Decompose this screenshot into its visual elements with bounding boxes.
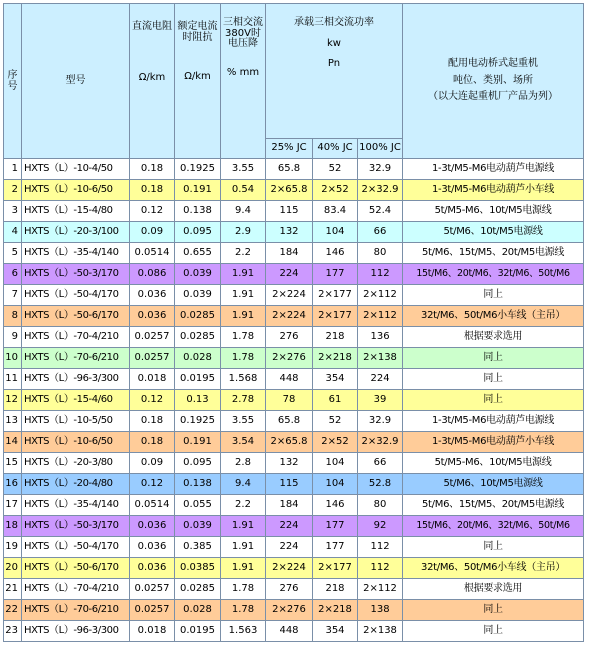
cell-use: 同上 [403,621,584,642]
cell-model: HXTS（L）-70-6/210 [22,348,130,369]
table-row [4,201,584,222]
cell-power-25jc: 132 [266,222,313,243]
cell-rated-impedance: 0.1925 [175,159,221,180]
cell-rated-impedance: 0.138 [175,201,221,222]
table-row [4,537,584,558]
cell-power-40jc: 2×177 [313,306,358,327]
cell-power-40jc: 218 [313,579,358,600]
cell-rated-impedance: 0.655 [175,243,221,264]
cell-use: 根据要求选用 [403,579,584,600]
cell-model: HXTS（L）-20-3/80 [22,453,130,474]
cell-power-25jc: 2×276 [266,600,313,621]
cell-power-40jc: 218 [313,327,358,348]
cell-seq: 21 [4,579,22,600]
table-row [4,348,584,369]
cell-voltage-drop: 2.2 [221,243,266,264]
cell-power-100jc: 92 [358,516,403,537]
cell-use: 1-3t/M5-M6电动葫芦电源线 [403,411,584,432]
cell-power-25jc: 276 [266,327,313,348]
cell-rated-impedance: 0.0385 [175,558,221,579]
cell-power-25jc: 184 [266,495,313,516]
cell-voltage-drop: 1.91 [221,537,266,558]
cell-power-100jc: 39 [358,390,403,411]
cell-power-40jc: 52 [313,411,358,432]
cell-model: HXTS（L）-15-4/80 [22,201,130,222]
cell-power-25jc: 2×65.8 [266,180,313,201]
cell-power-40jc: 2×52 [313,180,358,201]
cell-voltage-drop: 1.78 [221,327,266,348]
cell-power-40jc: 2×218 [313,600,358,621]
cell-power-40jc: 177 [313,516,358,537]
cell-seq: 2 [4,180,22,201]
table-body [4,159,584,642]
cell-voltage-drop: 2.2 [221,495,266,516]
header-seq: 序号 [4,4,22,159]
cell-use: 1-3t/M5-M6电动葫芦小车线 [403,180,584,201]
header-dc-resistance [130,4,175,159]
header-use [403,4,584,159]
cell-voltage-drop: 2.8 [221,453,266,474]
cell-voltage-drop: 3.55 [221,159,266,180]
table-row [4,369,584,390]
cell-power-100jc: 80 [358,243,403,264]
cell-dc-resistance: 0.036 [130,537,175,558]
cell-voltage-drop: 1.78 [221,579,266,600]
cell-power-40jc: 2×177 [313,285,358,306]
cell-power-100jc: 112 [358,537,403,558]
cell-model: HXTS（L）-15-4/60 [22,390,130,411]
cell-model: HXTS（L）-50-3/170 [22,516,130,537]
header-unit-ohm-km: Ω/km [138,71,166,83]
cell-dc-resistance: 0.18 [130,180,175,201]
cell-rated-impedance: 0.13 [175,390,221,411]
cell-power-40jc: 177 [313,537,358,558]
table-row [4,600,584,621]
table-row [4,495,584,516]
cell-voltage-drop: 3.55 [221,411,266,432]
cell-seq: 9 [4,327,22,348]
cell-power-100jc: 2×32.9 [358,180,403,201]
cell-rated-impedance: 0.385 [175,537,221,558]
table-row [4,453,584,474]
cell-use: 同上 [403,285,584,306]
cell-power-100jc: 52.8 [358,474,403,495]
table-row [4,222,584,243]
cell-seq: 14 [4,432,22,453]
cell-power-25jc: 115 [266,474,313,495]
header-voltage-drop-label: 三相交流380V时电压降 [223,17,263,49]
table-row [4,579,584,600]
cell-voltage-drop: 1.568 [221,369,266,390]
cell-power-25jc: 276 [266,579,313,600]
table-row [4,180,584,201]
cell-dc-resistance: 0.0257 [130,327,175,348]
cell-use: 5t/M6、15t/M5、20t/M5电源线 [403,495,584,516]
header-model: 型号 [22,4,130,159]
cell-use: 1-3t/M5-M6电动葫芦电源线 [403,159,584,180]
header-power-title: 承载三相交流功率 [294,17,375,28]
cell-use: 5t/M5-M6、10t/M5电源线 [403,201,584,222]
header-dc-resistance-label: 直流电阻 [132,21,172,32]
cell-dc-resistance: 0.12 [130,390,175,411]
cell-power-25jc: 224 [266,537,313,558]
cell-dc-resistance: 0.036 [130,516,175,537]
table-row [4,621,584,642]
cell-model: HXTS（L）-70-4/210 [22,327,130,348]
table-row [4,243,584,264]
header-use-note: （以大连起重机厂产品为列） [428,91,559,103]
cell-model: HXTS（L）-96-3/300 [22,369,130,390]
header-jc100: 100% JC [358,139,403,159]
cell-power-40jc: 61 [313,390,358,411]
cell-rated-impedance: 0.138 [175,474,221,495]
cell-rated-impedance: 0.191 [175,180,221,201]
cell-power-25jc: 184 [266,243,313,264]
cell-rated-impedance: 0.0285 [175,327,221,348]
cell-use: 5t/M6、10t/M5电源线 [403,474,584,495]
header-rated-impedance [175,4,221,159]
spec-table [3,3,584,642]
header-jc40: 40% JC [313,139,358,159]
cell-power-100jc: 32.9 [358,159,403,180]
cell-power-40jc: 146 [313,243,358,264]
cell-power-100jc: 2×112 [358,579,403,600]
cell-power-40jc: 83.4 [313,201,358,222]
cell-power-25jc: 224 [266,264,313,285]
cell-seq: 10 [4,348,22,369]
cell-use: 32t/M6、50t/M6小车线（主吊） [403,306,584,327]
cell-power-100jc: 52.4 [358,201,403,222]
spec-table-container [3,3,584,642]
cell-model: HXTS（L）-35-4/140 [22,495,130,516]
cell-power-40jc: 52 [313,159,358,180]
cell-seq: 12 [4,390,22,411]
cell-power-100jc: 2×138 [358,348,403,369]
cell-dc-resistance: 0.018 [130,369,175,390]
cell-power-40jc: 2×52 [313,432,358,453]
cell-rated-impedance: 0.028 [175,348,221,369]
header-use-sub: 吨位、类别、场所 [453,74,534,86]
cell-power-100jc: 136 [358,327,403,348]
cell-model: HXTS（L）-70-6/210 [22,600,130,621]
cell-model: HXTS（L）-10-6/50 [22,180,130,201]
cell-voltage-drop: 1.78 [221,348,266,369]
cell-voltage-drop: 1.91 [221,285,266,306]
cell-power-25jc: 65.8 [266,411,313,432]
cell-rated-impedance: 0.0195 [175,621,221,642]
cell-dc-resistance: 0.0257 [130,579,175,600]
cell-seq: 19 [4,537,22,558]
cell-rated-impedance: 0.039 [175,264,221,285]
cell-rated-impedance: 0.028 [175,600,221,621]
cell-rated-impedance: 0.039 [175,516,221,537]
cell-power-100jc: 138 [358,600,403,621]
cell-power-40jc: 104 [313,222,358,243]
cell-seq: 11 [4,369,22,390]
cell-rated-impedance: 0.055 [175,495,221,516]
cell-dc-resistance: 0.18 [130,432,175,453]
header-use-title: 配用电动桥式起重机 [448,58,539,70]
cell-dc-resistance: 0.09 [130,453,175,474]
cell-power-100jc: 66 [358,453,403,474]
cell-power-25jc: 448 [266,621,313,642]
cell-dc-resistance: 0.0257 [130,348,175,369]
cell-model: HXTS（L）-10-5/50 [22,411,130,432]
cell-dc-resistance: 0.18 [130,159,175,180]
cell-seq: 5 [4,243,22,264]
cell-voltage-drop: 1.91 [221,558,266,579]
cell-dc-resistance: 0.036 [130,558,175,579]
table-row [4,558,584,579]
cell-power-25jc: 448 [266,369,313,390]
table-row [4,285,584,306]
cell-power-40jc: 104 [313,453,358,474]
cell-voltage-drop: 9.4 [221,474,266,495]
cell-rated-impedance: 0.039 [175,285,221,306]
cell-model: HXTS（L）-50-3/170 [22,264,130,285]
cell-rated-impedance: 0.0285 [175,306,221,327]
header-jc25: 25% JC [266,139,313,159]
cell-voltage-drop: 2.78 [221,390,266,411]
cell-rated-impedance: 0.1925 [175,411,221,432]
cell-model: HXTS（L）-10-6/50 [22,432,130,453]
cell-model: HXTS（L）-50-6/170 [22,306,130,327]
cell-voltage-drop: 0.54 [221,180,266,201]
header-rated-impedance-label: 额定电流时阻抗 [177,21,218,43]
table-row [4,306,584,327]
cell-power-100jc: 112 [358,264,403,285]
cell-use: 同上 [403,369,584,390]
cell-dc-resistance: 0.12 [130,201,175,222]
cell-seq: 15 [4,453,22,474]
cell-power-25jc: 65.8 [266,159,313,180]
cell-model: HXTS（L）-50-6/170 [22,558,130,579]
cell-power-40jc: 177 [313,264,358,285]
cell-seq: 16 [4,474,22,495]
table-row [4,327,584,348]
cell-model: HXTS（L）-50-4/170 [22,285,130,306]
cell-use: 5t/M6、15t/M5、20t/M5电源线 [403,243,584,264]
table-row [4,390,584,411]
cell-rated-impedance: 0.095 [175,453,221,474]
cell-seq: 23 [4,621,22,642]
header-voltage-drop [221,4,266,159]
cell-dc-resistance: 0.0257 [130,600,175,621]
cell-power-100jc: 2×112 [358,285,403,306]
cell-power-25jc: 2×224 [266,558,313,579]
cell-use: 同上 [403,348,584,369]
cell-dc-resistance: 0.036 [130,285,175,306]
cell-power-25jc: 115 [266,201,313,222]
header-power [266,4,403,139]
cell-seq: 8 [4,306,22,327]
header-unit-pct-mm: % mm [226,66,260,78]
cell-power-100jc: 80 [358,495,403,516]
cell-seq: 6 [4,264,22,285]
cell-voltage-drop: 1.91 [221,264,266,285]
table-row [4,411,584,432]
cell-power-40jc: 146 [313,495,358,516]
table-row [4,474,584,495]
cell-power-100jc: 224 [358,369,403,390]
cell-use: 15t/M6、20t/M6、32t/M6、50t/M6 [403,516,584,537]
cell-use: 15t/M6、20t/M6、32t/M6、50t/M6 [403,264,584,285]
cell-use: 同上 [403,390,584,411]
cell-dc-resistance: 0.09 [130,222,175,243]
cell-power-25jc: 224 [266,516,313,537]
cell-rated-impedance: 0.191 [175,432,221,453]
cell-rated-impedance: 0.095 [175,222,221,243]
cell-power-25jc: 2×224 [266,285,313,306]
cell-seq: 4 [4,222,22,243]
cell-seq: 13 [4,411,22,432]
cell-dc-resistance: 0.086 [130,264,175,285]
cell-dc-resistance: 0.18 [130,411,175,432]
cell-power-40jc: 104 [313,474,358,495]
cell-seq: 18 [4,516,22,537]
table-row [4,159,584,180]
cell-use: 1-3t/M5-M6电动葫芦小车线 [403,432,584,453]
cell-dc-resistance: 0.018 [130,621,175,642]
cell-model: HXTS（L）-96-3/300 [22,621,130,642]
cell-model: HXTS（L）-10-4/50 [22,159,130,180]
cell-dc-resistance: 0.036 [130,306,175,327]
cell-use: 同上 [403,537,584,558]
cell-model: HXTS（L）-20-3/100 [22,222,130,243]
header-power-unit: kw [327,37,341,49]
cell-voltage-drop: 1.563 [221,621,266,642]
cell-use: 同上 [403,600,584,621]
cell-power-25jc: 2×65.8 [266,432,313,453]
cell-seq: 17 [4,495,22,516]
cell-use: 32t/M6、50t/M6小车线（主吊） [403,558,584,579]
cell-dc-resistance: 0.0514 [130,243,175,264]
cell-rated-impedance: 0.0285 [175,579,221,600]
cell-power-40jc: 354 [313,621,358,642]
cell-voltage-drop: 1.91 [221,306,266,327]
cell-power-100jc: 66 [358,222,403,243]
table-row [4,264,584,285]
cell-model: HXTS（L）-35-4/140 [22,243,130,264]
cell-use: 5t/M6、10t/M5电源线 [403,222,584,243]
cell-model: HXTS（L）-20-4/80 [22,474,130,495]
cell-power-25jc: 2×224 [266,306,313,327]
cell-seq: 7 [4,285,22,306]
cell-power-100jc: 32.9 [358,411,403,432]
table-header [4,4,584,159]
cell-voltage-drop: 9.4 [221,201,266,222]
cell-power-100jc: 2×32.9 [358,432,403,453]
cell-use: 根据要求选用 [403,327,584,348]
table-row [4,432,584,453]
cell-seq: 1 [4,159,22,180]
cell-voltage-drop: 1.78 [221,600,266,621]
cell-power-25jc: 2×276 [266,348,313,369]
cell-power-25jc: 78 [266,390,313,411]
cell-dc-resistance: 0.0514 [130,495,175,516]
cell-voltage-drop: 3.54 [221,432,266,453]
cell-power-40jc: 354 [313,369,358,390]
cell-power-40jc: 2×218 [313,348,358,369]
header-unit-ohm-km: Ω/km [184,71,211,82]
cell-voltage-drop: 1.91 [221,516,266,537]
cell-seq: 3 [4,201,22,222]
cell-power-100jc: 2×112 [358,306,403,327]
cell-model: HXTS（L）-70-4/210 [22,579,130,600]
cell-power-25jc: 132 [266,453,313,474]
cell-power-100jc: 112 [358,558,403,579]
cell-power-100jc: 2×138 [358,621,403,642]
cell-model: HXTS（L）-50-4/170 [22,537,130,558]
cell-power-40jc: 2×177 [313,558,358,579]
cell-seq: 22 [4,600,22,621]
cell-seq: 20 [4,558,22,579]
cell-rated-impedance: 0.0195 [175,369,221,390]
cell-dc-resistance: 0.12 [130,474,175,495]
cell-use: 5t/M5-M6、10t/M5电源线 [403,453,584,474]
header-power-symbol: Pn [327,58,341,69]
cell-voltage-drop: 2.9 [221,222,266,243]
table-row [4,516,584,537]
